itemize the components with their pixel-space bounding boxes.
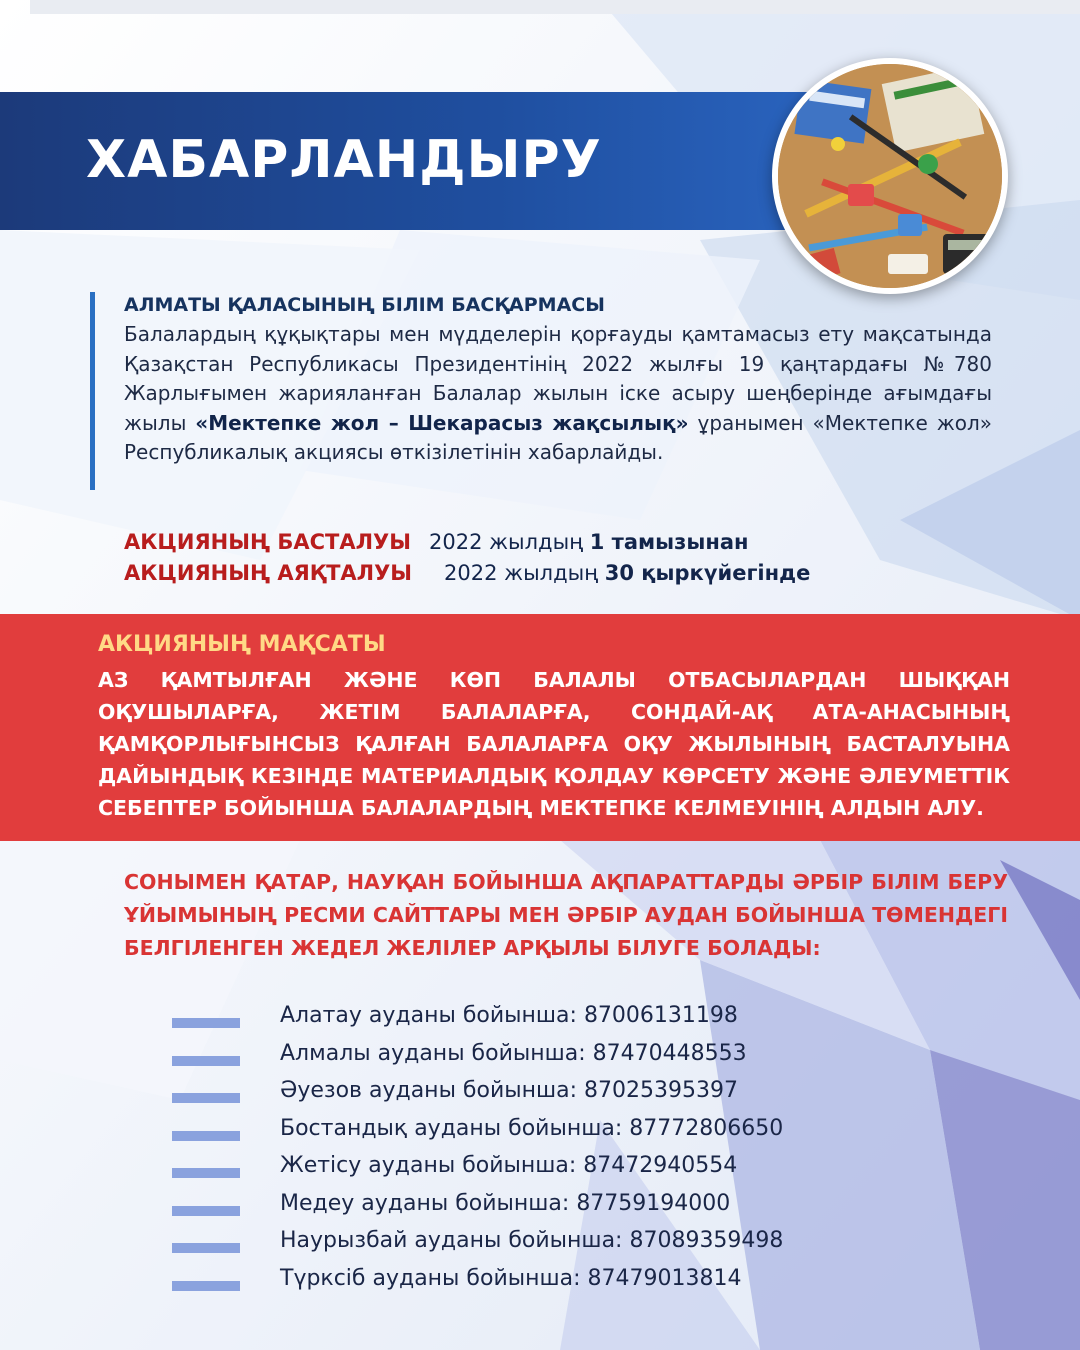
hotline-item xyxy=(172,1223,872,1261)
end-date-label: АКЦИЯНЫҢ АЯҚТАЛУЫ xyxy=(124,561,413,585)
hotline-item xyxy=(172,1111,872,1149)
list-dash-icon xyxy=(172,1093,240,1103)
list-dash-icon xyxy=(172,1018,240,1028)
hotline-item xyxy=(172,1036,872,1074)
top-strip xyxy=(30,0,1080,14)
hotline-item xyxy=(172,1261,872,1299)
list-dash-icon xyxy=(172,1168,240,1178)
hotline-text: Түрксіб ауданы бойынша: 87479013814 xyxy=(280,1265,742,1291)
hotline-text: Медеу ауданы бойынша: 87759194000 xyxy=(280,1190,731,1216)
end-date-value: 30 қыркүйегінде xyxy=(604,561,811,585)
notice-text: СОНЫМЕН ҚАТАР, НАУҚАН БОЙЫНША АҚПАРАТТАРДЫ ӘРБІР БІЛІМ БЕРУ ҰЙЫМЫНЫҢ РЕСМИ САЙТТАРЫ МЕН ӘРБІР АУДАН БОЙЫНША ТӨМЕНДЕГІ БЕЛГІЛЕНГЕН ЖЕДЕЛ ЖЕЛІЛЕР АРҚЫЛЫ БІЛУГЕ БОЛАДЫ: xyxy=(124,870,1008,960)
hotline-item xyxy=(172,1148,872,1186)
school-supplies-icon xyxy=(778,64,1002,288)
hotline-item xyxy=(172,998,872,1036)
hotline-text: Наурызбай ауданы бойынша: 87089359498 xyxy=(280,1228,784,1253)
goal-text: АЗ ҚАМТЫЛҒАН ЖӘНЕ КӨП БАЛАЛЫ ОТБАСЫЛАРДАН ШЫҚҚАН ОҚУШЫЛАРҒА, ЖЕТІМ БАЛАЛАРҒА, СОНДАЙ-АҚ АТА-АНАСЫНЫҢ ҚАМҚОРЛЫҒЫНСЫЗ ҚАЛҒАН БАЛАЛАРҒА ОҚУ ЖЫЛЫНЫҢ БАСТАЛУЫНА ДАЙЫНДЫҚ КЕЗІНДЕ МАТЕРИАЛДЫҚ ҚОЛДАУ КӨРСЕТУ ЖӘНЕ ӘЛЕУМЕТТІК СЕБЕПТЕР БОЙЫНША БАЛАЛАРДЫҢ МЕКТЕПКЕ КЕЛМЕУІНІҢ АЛДЫН АЛУ. xyxy=(98,668,1010,820)
end-date-row xyxy=(124,558,810,589)
goal-title: АКЦИЯНЫҢ МАҚСАТЫ xyxy=(98,632,386,657)
hotline-text: Жетісу ауданы бойынша: 87472940554 xyxy=(280,1153,738,1178)
list-dash-icon xyxy=(172,1206,240,1216)
start-date-prefix: 2022 жылдың xyxy=(429,530,590,554)
start-date-value: 1 тамызынан xyxy=(589,530,749,554)
hotline-item xyxy=(172,1186,872,1224)
hotline-item xyxy=(172,1073,872,1111)
intro-text-after: ұранымен «Мектепке жол» Республикалық акциясы өткізілетінін хабарлайды. xyxy=(124,410,992,464)
list-dash-icon xyxy=(172,1056,240,1066)
intro-text-before: Балалардың құқықтары мен мүдделерін қорғауды қамтамасыз ету мақсатында Қазақстан Республикасы Президентінің 2022 жылғы 19 қаңтардағы №780 Жарлығымен жарияланған Балалар жылын іске асыру шеңберінде ағымдағы жылы xyxy=(124,322,992,435)
intro-paragraph xyxy=(124,320,992,468)
start-date-row xyxy=(124,527,810,558)
organization-title: АЛМАТЫ ҚАЛАСЫНЫҢ БІЛІМ БАСҚАРМАСЫ xyxy=(124,294,605,316)
intro-accent-bar xyxy=(90,292,95,490)
intro-slogan: «Мектепке жол – Шекарасыз жақсылық» xyxy=(195,410,689,435)
hotline-text: Алатау ауданы бойынша: 87006131198 xyxy=(280,1003,738,1028)
list-dash-icon xyxy=(172,1281,240,1291)
campaign-dates xyxy=(124,527,810,589)
hotline-text: Алмалы ауданы бойынша: 87470448553 xyxy=(280,1040,747,1066)
hotline-text: Бостандық ауданы бойынша: 87772806650 xyxy=(280,1115,784,1141)
list-dash-icon xyxy=(172,1131,240,1141)
start-date-label: АКЦИЯНЫҢ БАСТАЛУЫ xyxy=(124,530,412,554)
page-title: ХАБАРЛАНДЫРУ xyxy=(86,130,602,190)
hotline-list xyxy=(172,998,872,1298)
hotline-text: Әуезов ауданы бойынша: 87025395397 xyxy=(280,1078,738,1103)
list-dash-icon xyxy=(172,1243,240,1253)
end-date-prefix: 2022 жылдың xyxy=(444,561,605,585)
school-supplies-photo xyxy=(772,58,1008,294)
